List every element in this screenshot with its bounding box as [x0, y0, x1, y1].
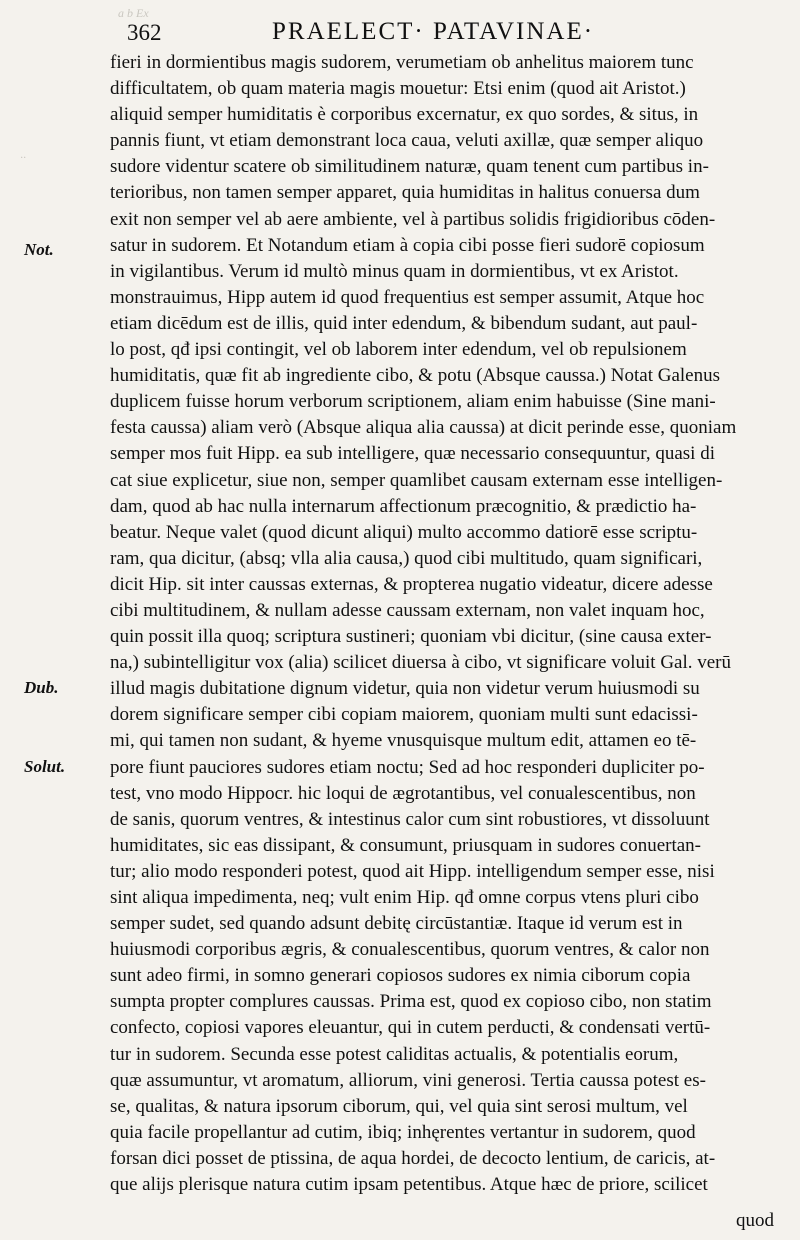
text-line: sudore videntur scatere ob similitudinem naturæ, quam tenent cum partibus in-: [110, 156, 709, 178]
text-line: lo post, qđ ipsi contingit, vel ob laborem inter edendum, vel ob repulsionem: [110, 339, 687, 361]
running-title: PRAELECT· PATAVINAE·: [272, 18, 595, 45]
text-line: de sanis, quorum ventres, & intestinus calor cum sint robustiores, vt dissoluunt: [110, 808, 710, 830]
text-line: dorem significare semper cibi copiam maiorem, quoniam multi sunt edacissi-: [110, 704, 698, 726]
text-line: dicit Hip. sit inter caussas externas, & propterea nugatio videatur, dicere adesse: [110, 573, 713, 595]
text-line: test, vno modo Hippocr. hic loqui de ægrotantibus, vel conualescentibus, non: [110, 782, 696, 804]
text-line: etiam dicēdum est de illis, quid inter edendum, & bibendum sudant, aut paul-: [110, 312, 698, 334]
text-line: dam, quod ab hac nulla internarum affectionum præcognitio, & prædictio ha-: [110, 495, 697, 517]
text-line: terioribus, non tamen semper apparet, quia humiditas in halitus conuersa dum: [110, 182, 700, 204]
text-line: in vigilantibus. Verum id multò minus quam in dormientibus, vt ex Aristot.: [110, 260, 679, 282]
text-line: duplicem fuisse horum verborum scriptionem, aliam enim habuisse (Sine mani-: [110, 391, 716, 413]
text-line: semper mos fuit Hipp. ea sub intelligere, quæ necessario consequuntur, quasi di: [110, 443, 715, 465]
text-line: beatur. Neque valet (quod dicunt aliqui) multo accommo datiorē esse scriptu-: [110, 521, 698, 543]
text-line: illud magis dubitatione dignum videtur, quia non videtur verum huiusmodi su: [110, 678, 700, 700]
text-line: sint aliqua impedimenta, neq; vult enim Hip. qđ omne corpus vtens pluri cibo: [110, 887, 699, 908]
text-line: humiditatis, quæ fit ab ingrediente cibo, & potu (Absque caussa.) Notat Galenus: [110, 365, 720, 387]
text-line: forsan dici posset de ptissina, de aqua hordei, de decocto lentium, de caricis, at-: [110, 1147, 716, 1169]
bleed-through-marks: a b Ex: [118, 6, 149, 20]
text-line: humiditates, sic eas dissipant, & consumunt, priusquam in sudores conuertan-: [110, 834, 702, 856]
text-line: se, qualitas, & natura ipsorum ciborum, qui, vel quia sint serosi multum, vel: [110, 1095, 688, 1117]
text-line: sunt adeo firmi, in somno generari copiosos sudores ex nimia ciborum copia: [110, 965, 691, 987]
text-line: cat siue explicetur, siue non, semper quamlibet causam externam esse intelligen-: [110, 469, 723, 491]
text-line: quin possit illa quoq; scriptura sustineri; quoniam vbi dicitur, (sine causa exter-: [110, 626, 712, 648]
text-line: festa caussa) aliam verò (Absque aliqua alia caussa) at dicit perinde esse, quoniam: [110, 417, 737, 439]
text-line: fieri in dormientibus magis sudorem, verumetiam ob anhelitus maiorem tunc: [110, 52, 694, 73]
text-line: que alijs plerisque natura cutim ipsam petentibus. Atque hæc de priore, scilicet: [110, 1174, 708, 1196]
text-line: quæ assumuntur, vt aromatum, alliorum, vini generosi. Tertia caussa potest es-: [110, 1069, 706, 1091]
body-text: [110, 50, 800, 1198]
text-line: tur in sudorem. Secunda esse potest caliditas actualis, & potentialis eorum,: [110, 1043, 679, 1065]
text-line: mi, qui tamen non sudant, & hyeme vnusquisque multum edit, attamen eo tē-: [110, 730, 697, 752]
bleed-through-marks: ··: [20, 150, 26, 164]
text-line: satur in sudorem. Et Notandum etiam à copia cibi posse fieri sudorē copiosum: [110, 234, 705, 256]
text-line: sumpta propter complures caussas. Prima est, quod ex copioso cibo, non statim: [110, 991, 712, 1013]
text-line: huiusmodi corporibus ægris, & conualescentibus, quorum ventres, & calor non: [110, 939, 710, 961]
margin-note-solut: Solut.: [24, 757, 66, 776]
page-number: 362: [127, 20, 162, 45]
text-line: ram, qua dicitur, (absq; vlla alia causa,) quod cibi multitudo, quam significari,: [110, 547, 703, 569]
text-line: aliquid semper humiditatis è corporibus excernatur, ex quo sordes, & situs, in: [110, 104, 699, 126]
margin-note-dub: Dub.: [24, 678, 59, 697]
text-line: semper sudet, sed quando adsunt debitę circūstantiæ. Itaque id verum est in: [110, 913, 683, 935]
catchword: quod: [736, 1210, 774, 1231]
running-header: [0, 18, 800, 54]
text-line: confecto, copiosi vapores eleuantur, qui in cutem perducti, & condensati vertū-: [110, 1017, 711, 1039]
text-line: difficultatem, ob quam materia magis mouetur: Etsi enim (quod ait Aristot.): [110, 78, 686, 100]
text-line: exit non semper vel ab aere ambiente, vel à partibus solidis frigidioribus cōden-: [110, 208, 716, 230]
text-line: monstrauimus, Hipp autem id quod frequentius est semper assumit, Atque hoc: [110, 286, 705, 308]
margin-note-not: Not.: [24, 240, 54, 259]
text-line: pannis fiunt, vt etiam demonstrant loca caua, veluti axillæ, quæ semper aliquo: [110, 130, 704, 152]
text-line: cibi multitudinem, & nullam adesse caussam externam, non valet inquam hoc,: [110, 599, 705, 621]
text-line: pore fiunt pauciores sudores etiam noctu; Sed ad hoc responderi dupliciter po-: [110, 756, 705, 778]
text-line: na,) subintelligitur vox (alia) scilicet diuersa à cibo, vt significare voluit Gal. verū: [110, 652, 732, 674]
text-line: quia facile propellantur ad cutim, ibiq; inhęrentes vertantur in sudorem, quod: [110, 1121, 696, 1143]
text-line: tur; alio modo responderi potest, quod ait Hipp. intelligendum semper esse, nisi: [110, 860, 715, 882]
